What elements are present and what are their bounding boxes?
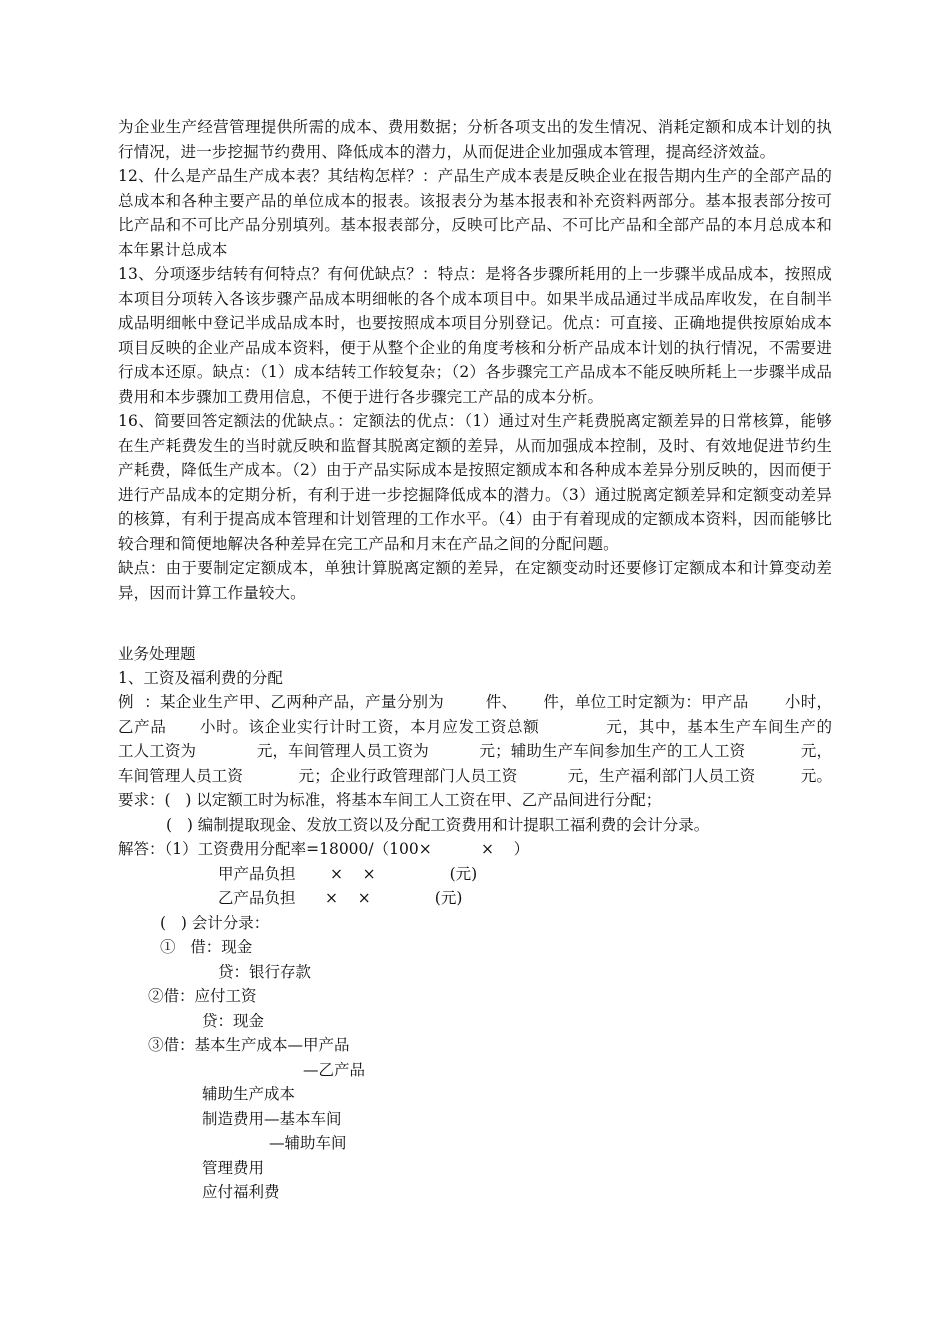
requirement-line-1: 要求：( ) 以定额工时为标准，将基本车间工人工资在甲、乙产品间进行分配； xyxy=(118,791,662,809)
entry-3-admin-expense: 管理费用 xyxy=(202,1159,265,1177)
section-heading: 业务处理题 xyxy=(118,645,196,663)
answer-line-3: 乙产品负担 × × (元) xyxy=(218,889,463,907)
entry-3-debit: ③借：基本生产成本—甲产品 xyxy=(148,1036,350,1054)
paragraph-q16-disadvantages: 缺点：由于要制定定额成本，单独计算脱离定额的差异，在定额变动时还要修订定额成本和计算变动差异，因而计算工作量较大。 xyxy=(118,559,832,602)
entry-3-overhead-aux: —辅助车间 xyxy=(269,1134,347,1152)
example-line-2: 乙产品 小时。该企业实行计时工资，本月应发工资总额 元，其中，基本生产车间生产的 xyxy=(118,718,832,736)
entry-2-debit: ②借：应付工资 xyxy=(148,987,257,1005)
entry-3-aux-cost: 辅助生产成本 xyxy=(202,1085,296,1103)
answer-line-2: 甲产品负担 × × (元) xyxy=(218,865,478,883)
entry-3-overhead-basic: 制造费用—基本车间 xyxy=(202,1110,342,1128)
answer-line-1: 解答：（1）工资费用分配率=18000/（100× × ） xyxy=(118,840,530,858)
entry-1-debit: ① 借：现金 xyxy=(160,938,253,956)
paragraph-q16-quota-method: 16、简要回答定额法的优缺点。：定额法的优点：（1）通过对生产耗费脱离定额差异的日常核算，能够在生产耗费发生的当时就反映和监督其脱离定额的差异，从而加强成本控制，及时、有效地促进节约生产耗费，降低生产成本。（2）由于产品实际成本是按照定额成本和各种成本差异分别反映的，因而便于进行产品成本的定期分析，有利于进一步挖掘降低成本的潜力。（3）通过脱离定额差异和定额变动差异的核算，有利于提高成本管理和计划管理的工作水平。（4）由于有着现成的定额成本资料，因而能够比较合理和简便地解决各种差异在完工产品和月末在产品之间的分配问题。 xyxy=(118,412,832,553)
requirement-line-2: ( ) 编制提取现金、发放工资以及分配工资费用和计提职工福利费的会计分录。 xyxy=(166,816,710,834)
entry-3-welfare-payable: 应付福利费 xyxy=(202,1183,280,1201)
paragraph-cost-analysis: 为企业生产经营管理提供所需的成本、费用数据；分析各项支出的发生情况、消耗定额和成本计划的执行情况，进一步挖掘节约费用、降低成本的潜力，从而促进企业加强成本管理，提高经济效益。 xyxy=(118,118,832,161)
paragraph-q13-step-transfer: 13、分项逐步结转有何特点？有何优缺点？：特点：是将各步骤所耗用的上一步骤半成品成本，按照成本项目分项转入各该步骤产品成本明细帐的各个成本项目中。如果半成品通过半成品库收发，在自制半成品明细帐中登记半成品成本时，也要按照成本项目分别登记。优点：可直接、正确地提供按原始成本项目反映的企业产品成本资料，便于从整个企业的角度考核和分析产品成本计划的执行情况，不需要进行成本还原。缺点：（1）成本结转工作较复杂；（2）各步骤完工产品成本不能反映所耗上一步骤半成品费用和本步骤加工费用信息，不便于进行各步骤完工产品的成本分析。 xyxy=(118,265,832,406)
paragraph-q12-cost-report: 12、什么是产品生产成本表？其结构怎样？：产品生产成本表是反映企业在报告期内生产的全部产品的总成本和各种主要产品的单位成本的报表。该报表分为基本报表和补充资料两部分。基本报表部分按可比产品和不可比产品分别填列。基本报表部分，反映可比产品、不可比产品和全部产品的本月总成本和本年累计总成本 xyxy=(118,167,832,259)
example-line-4: 车间管理人员工资 元；企业行政管理部门人员工资 元，生产福利部门人员工资 元。 xyxy=(118,767,832,785)
question-title: 1、工资及福利费的分配 xyxy=(118,669,283,687)
entry-2-credit: 贷：现金 xyxy=(202,1012,265,1030)
example-line-3: 工人工资为 元，车间管理人员工资为 元；辅助生产车间参加生产的工人工资 元， xyxy=(118,742,832,760)
entry-1-credit: 贷：银行存款 xyxy=(218,963,312,981)
entry-3-sub-product-b: —乙产品 xyxy=(303,1061,366,1079)
example-line-1: 例 ：某企业生产甲、乙两种产品，产量分别为 件、 件，单位工时定额为：甲产品 小时， xyxy=(118,693,832,711)
entries-title: ( ) 会计分录： xyxy=(160,914,270,932)
